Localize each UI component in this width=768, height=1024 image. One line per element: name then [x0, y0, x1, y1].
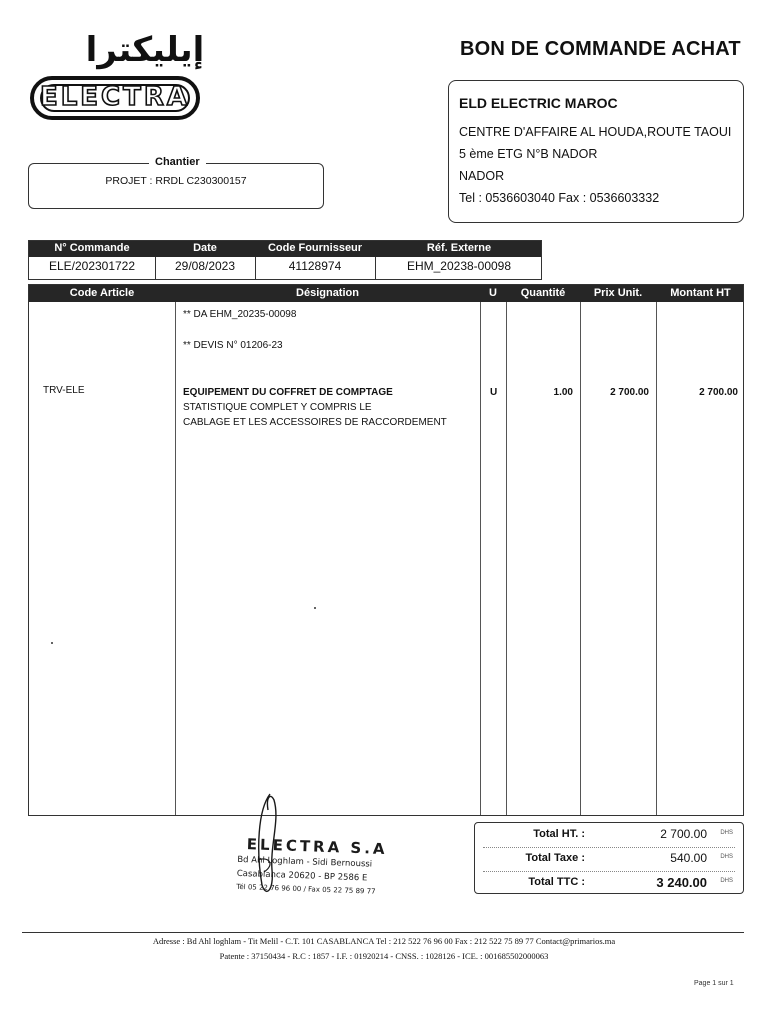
supplier-code: 41128974 [288, 259, 342, 273]
row-unit: U [490, 387, 498, 398]
total-ht-label: Total HT. : [533, 828, 585, 840]
total-ttc-row [475, 871, 743, 895]
supplier-box [448, 80, 744, 223]
page-number: Page 1 sur 1 [694, 980, 734, 987]
supplier-contact: Tel : 0536603040 Fax : 0536603332 [459, 191, 660, 205]
header-supplier-code: Code Fournisseur [267, 242, 363, 254]
stamp-company: ELECTRA S.A [246, 835, 388, 859]
total-ht-value: 2 700.00 [660, 827, 707, 841]
order-info-values [29, 257, 541, 279]
note-devis: ** DEVIS N° 01206-23 [183, 340, 283, 351]
table-row [29, 385, 745, 445]
total-ttc-label: Total TTC : [528, 876, 585, 888]
header-unit-price: Prix Unit. [593, 287, 643, 299]
header-amount: Montant HT [670, 287, 731, 299]
header-quantity: Quantité [520, 287, 566, 299]
chantier-projet: PROJET : RRDL C230300157 [105, 175, 247, 187]
total-ttc-value: 3 240.00 [656, 875, 707, 890]
header-date: Date [193, 242, 217, 254]
header-unit: U [489, 287, 497, 299]
stamp-line-3: Tél 05 22 76 96 00 / Fax 05 22 75 89 77 [236, 882, 376, 896]
totals-box [474, 822, 744, 894]
supplier-address-1: CENTRE D'AFFAIRE AL HOUDA,ROUTE TAOUI [459, 125, 732, 139]
row-quantity: 1.00 [553, 387, 573, 398]
supplier-address-2: 5 ème ETG N°B NADOR [459, 147, 598, 161]
row-amount: 2 700.00 [699, 387, 738, 398]
header-order-number: N° Commande [54, 242, 130, 254]
logo-oval [30, 76, 200, 120]
total-taxe-label: Total Taxe : [525, 852, 585, 864]
order-lines-table [28, 284, 744, 816]
header-code-article: Code Article [69, 287, 135, 299]
total-taxe-row [475, 847, 743, 871]
order-lines-header [29, 285, 743, 302]
order-info-table [28, 240, 542, 280]
header-external-ref: Réf. Externe [426, 242, 492, 254]
chantier-title: Chantier [149, 156, 206, 168]
order-number: ELE/202301722 [48, 259, 136, 273]
chantier-box [28, 156, 324, 209]
order-info-header [29, 241, 541, 257]
header-designation: Désignation [296, 287, 359, 299]
logo-latin-text: ELECTRA [39, 82, 191, 112]
footer-address: Adresse : Bd Ahl loghlam - Tit Melil - C.T. 101 CASABLANCA Tel : 212 522 76 96 00 Fax : 212 522 75 89 77 Contact@primarios.ma [152, 936, 616, 946]
external-ref: EHM_20238-00098 [406, 259, 512, 273]
total-ht-row [475, 823, 743, 847]
note-da: ** DA EHM_20235-00098 [183, 309, 297, 320]
currency-label: DHS [720, 878, 733, 884]
stamp-line-1: Bd Ahl Loghlam - Sidi Bernoussi [237, 854, 373, 870]
row-designation: EQUIPEMENT DU COFFRET DE COMPTAGE STATISTIQUE COMPLET Y COMPRIS LE CABLAGE ET LES ACCESSOIRES DE RACCORDEMENT [183, 387, 447, 428]
row-unit-price: 2 700.00 [610, 387, 649, 398]
order-date: 29/08/2023 [174, 259, 236, 273]
supplier-city: NADOR [459, 169, 505, 183]
row-code-article: TRV-ELE [43, 385, 85, 396]
currency-label: DHS [720, 830, 733, 836]
logo-arabic-text: إيليكترا [85, 30, 205, 70]
footer-divider [22, 932, 744, 933]
stamp-line-2: Casablanca 20620 - BP 2586 E [236, 868, 368, 884]
company-logo [30, 30, 205, 125]
currency-label: DHS [720, 854, 733, 860]
document-title: BON DE COMMANDE ACHAT [460, 38, 741, 60]
footer-legal: Patente : 37150434 - R.C : 1857 - I.F. : 01920214 - CNSS. : 1028126 - ICE. : 001685502000063 [219, 951, 549, 961]
total-taxe-value: 540.00 [670, 851, 707, 865]
supplier-name: ELD ELECTRIC MAROC [459, 95, 618, 111]
company-stamp [231, 835, 423, 906]
